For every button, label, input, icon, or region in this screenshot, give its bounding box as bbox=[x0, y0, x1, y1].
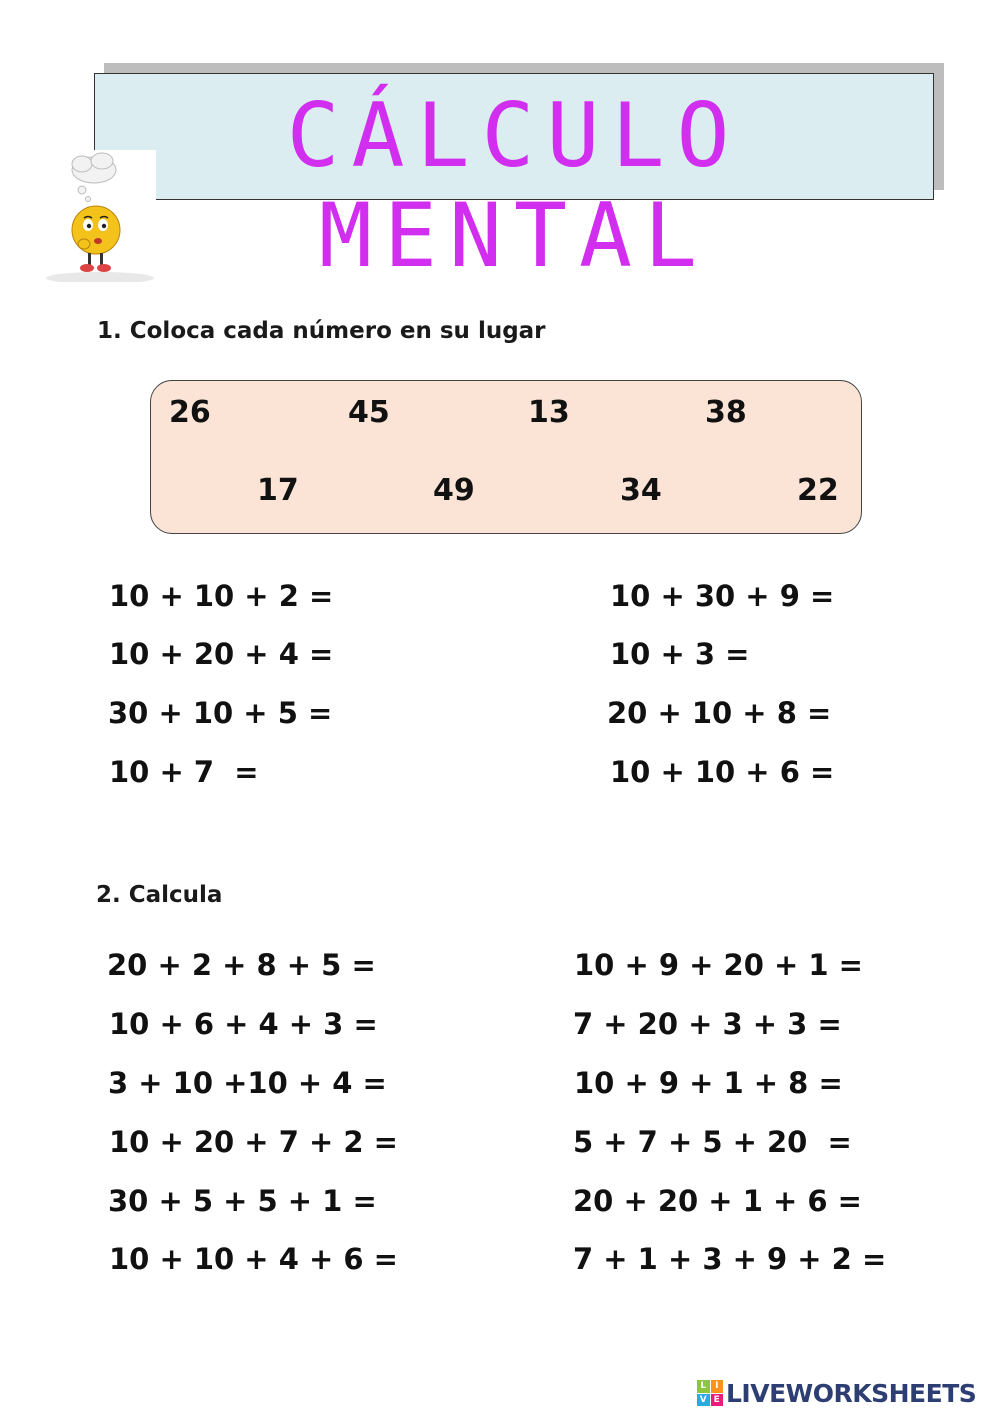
sum-expression: 20 + 2 + 8 + 5 = bbox=[107, 948, 376, 982]
page-title: CÁLCULO MENTAL bbox=[286, 84, 742, 287]
sum-expression: 10 + 10 + 2 = bbox=[109, 579, 334, 613]
sum-expression: 10 + 20 + 4 = bbox=[109, 637, 334, 671]
number-bank-item[interactable]: 17 bbox=[257, 473, 299, 508]
sum-expression: 20 + 10 + 8 = bbox=[607, 696, 832, 730]
number-bank-item[interactable]: 45 bbox=[348, 395, 390, 430]
sum-expression: 10 + 9 + 1 + 8 = bbox=[574, 1066, 843, 1100]
section-1-heading: 1. Coloca cada número en su lugar bbox=[97, 318, 546, 344]
sum-expression: 3 + 10 +10 + 4 = bbox=[108, 1066, 387, 1100]
sum-expression: 30 + 5 + 5 + 1 = bbox=[108, 1184, 377, 1218]
sum-expression: 10 + 10 + 6 = bbox=[610, 755, 835, 789]
title-banner bbox=[94, 73, 934, 287]
sum-expression: 5 + 7 + 5 + 20 = bbox=[573, 1125, 852, 1159]
number-bank bbox=[150, 380, 862, 534]
sum-expression: 7 + 20 + 3 + 3 = bbox=[573, 1007, 842, 1041]
logo-mark-icon: L I V E bbox=[697, 1380, 723, 1406]
number-bank-item[interactable]: 13 bbox=[528, 395, 570, 430]
sum-expression: 10 + 7 = bbox=[109, 755, 259, 789]
section-2-heading: 2. Calcula bbox=[96, 882, 223, 908]
number-bank-item[interactable]: 22 bbox=[797, 473, 839, 508]
sum-expression: 10 + 10 + 4 + 6 = bbox=[109, 1242, 398, 1276]
sum-expression: 10 + 6 + 4 + 3 = bbox=[109, 1007, 378, 1041]
logo-text: LIVEWORKSHEETS bbox=[726, 1378, 977, 1408]
sum-expression: 10 + 9 + 20 + 1 = bbox=[574, 948, 863, 982]
number-bank-item[interactable]: 38 bbox=[705, 395, 747, 430]
sum-expression: 7 + 1 + 3 + 9 + 2 = bbox=[573, 1242, 887, 1276]
sum-expression: 20 + 20 + 1 + 6 = bbox=[573, 1184, 862, 1218]
sum-expression: 10 + 20 + 7 + 2 = bbox=[109, 1125, 398, 1159]
number-bank-item[interactable]: 34 bbox=[620, 473, 662, 508]
sum-expression: 10 + 3 = bbox=[610, 637, 750, 671]
number-bank-item[interactable]: 26 bbox=[169, 395, 211, 430]
number-bank-item[interactable]: 49 bbox=[433, 473, 475, 508]
thinking-emoji-icon bbox=[44, 150, 156, 282]
sum-expression: 10 + 30 + 9 = bbox=[610, 579, 835, 613]
liveworksheets-logo[interactable] bbox=[697, 1378, 976, 1408]
sum-expression: 30 + 10 + 5 = bbox=[108, 696, 333, 730]
